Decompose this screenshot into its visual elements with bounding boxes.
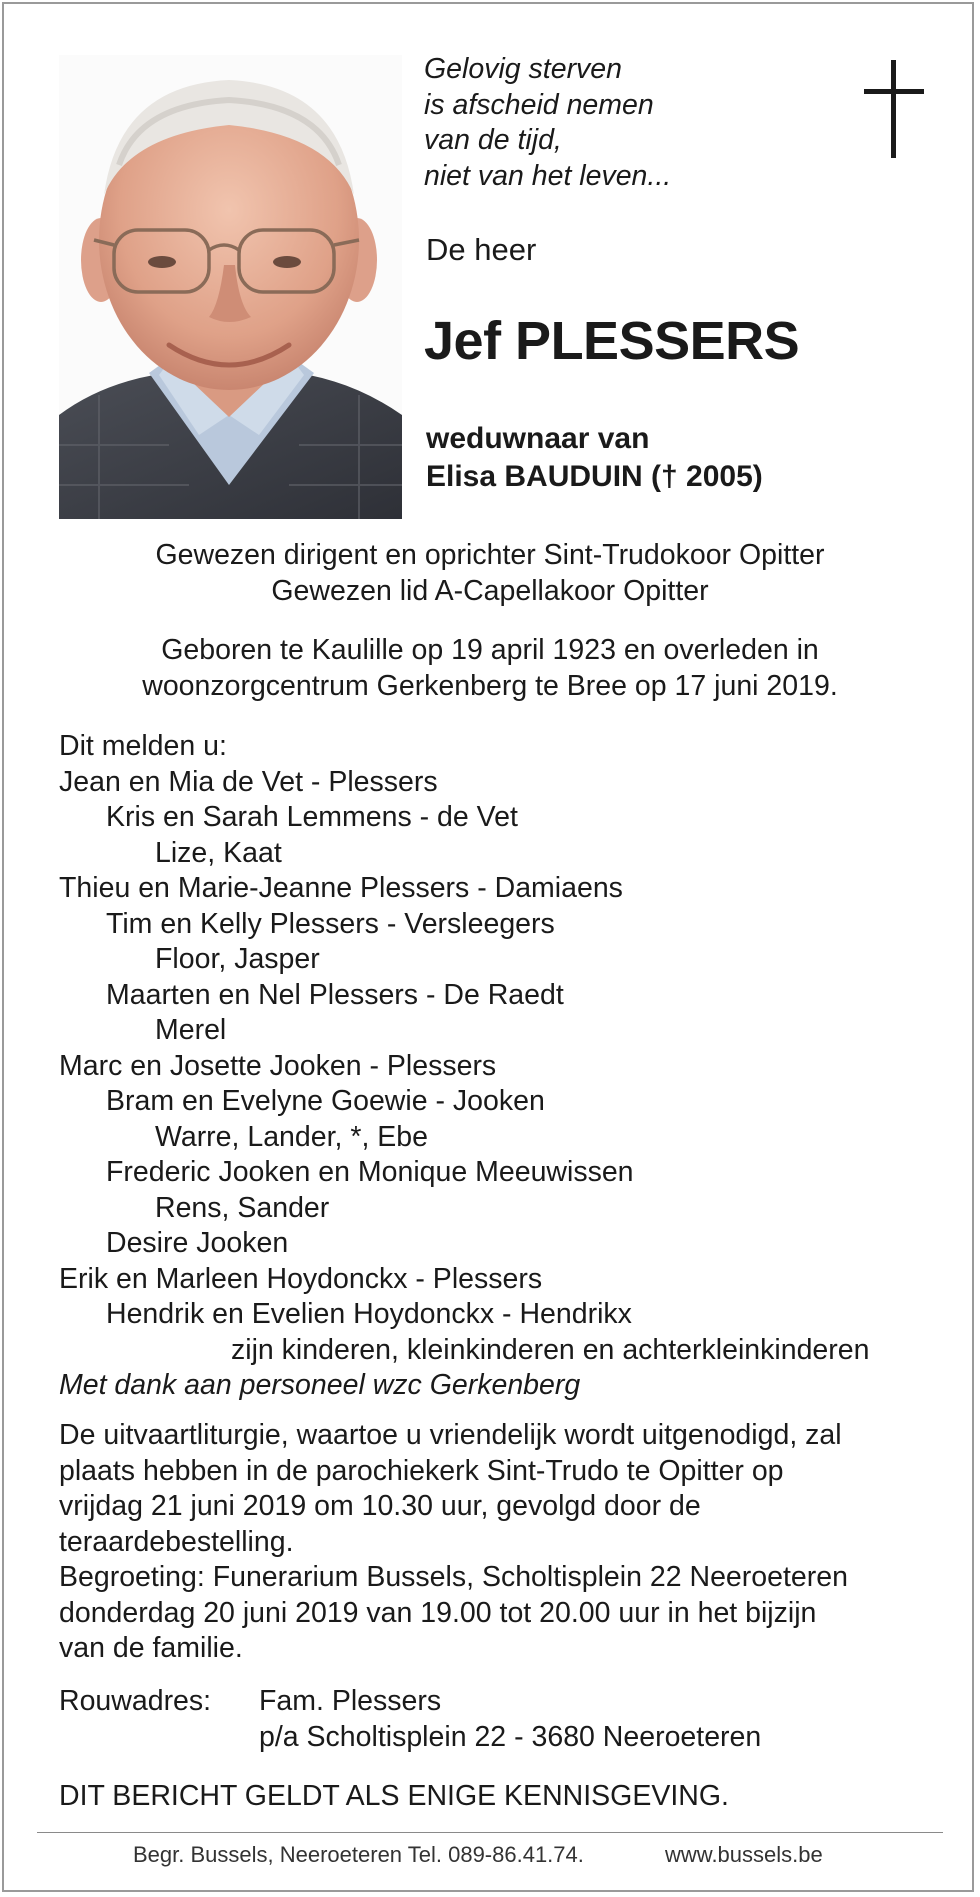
address-line: p/a Scholtisplein 22 - 3680 Neeroeteren	[259, 1720, 762, 1753]
footer-divider	[37, 1832, 943, 1833]
notice-text: DIT BERICHT GELDT ALS ENIGE KENNISGEVING.	[59, 1780, 729, 1812]
birth-line: Geboren te Kaulille op 19 april 1923 en overleden in	[161, 634, 819, 666]
widow-line: Elisa BAUDUIN († 2005)	[426, 460, 763, 493]
family-member-line: Jean en Mia de Vet - Plessers	[59, 765, 438, 798]
role-line: Gewezen dirigent en oprichter Sint-Trudokoor Opitter	[155, 539, 825, 571]
undertaker-info: Begr. Bussels, Neeroeteren Tel. 089-86.41.74.	[133, 1842, 584, 1867]
family-member-line: Bram en Evelyne Goewie - Jooken	[106, 1085, 545, 1117]
funeral-line: vrijdag 21 juni 2019 om 10.30 uur, gevolgd door de	[59, 1490, 701, 1522]
latin-cross-icon	[864, 60, 924, 160]
funeral-line: Begroeting: Funerarium Bussels, Scholtisplein 22 Neeroeteren	[59, 1561, 848, 1593]
family-intro: Dit melden u:	[59, 730, 227, 762]
mourning-address-label: Rouwadres:	[59, 1685, 212, 1717]
title-prefix: De heer	[426, 232, 537, 267]
family-member-line: Lize, Kaat	[155, 836, 282, 869]
family-member-line: Maarten en Nel Plessers - De Raedt	[106, 978, 564, 1011]
birth-line: woonzorgcentrum Gerkenberg te Bree op 17 juni 2019.	[142, 669, 838, 702]
funeral-line: donderdag 20 juni 2019 van 19.00 tot 20.00 uur in het bijzijn	[59, 1596, 817, 1629]
family-member-line: Marc en Josette Jooken - Plessers	[59, 1049, 497, 1082]
family-member-line: Kris en Sarah Lemmens - de Vet	[106, 801, 518, 833]
quote-line: Gelovig sterven	[424, 53, 623, 85]
funeral-line: plaats hebben in de parochiekerk Sint-Trudo te Opitter op	[59, 1454, 784, 1487]
portrait-photo	[59, 55, 402, 519]
family-member-line: Floor, Jasper	[155, 943, 320, 975]
address-line: Fam. Plessers	[259, 1685, 442, 1717]
birth-death-info	[0, 633, 980, 704]
family-member-line: Desire Jooken	[106, 1227, 289, 1259]
funeral-line: De uitvaartliturgie, waartoe u vriendelijk wordt uitgenodigd, zal	[59, 1419, 842, 1451]
quote-line: is afscheid nemen	[424, 88, 654, 121]
role-line: Gewezen lid A-Capellakoor Opitter	[271, 574, 709, 607]
family-member-line: Thieu en Marie-Jeanne Plessers - Damiaens	[59, 872, 623, 904]
family-member-line: Merel	[155, 1014, 227, 1046]
relation-line: zijn kinderen, kleinkinderen en achterkleinkinderen	[231, 1333, 870, 1366]
family-member-line: Frederic Jooken en Monique Meeuwissen	[106, 1156, 634, 1188]
family-member-line: Rens, Sander	[155, 1191, 330, 1224]
quote-line: niet van het leven...	[424, 159, 672, 192]
family-member-line: Warre, Lander, *, Ebe	[155, 1120, 429, 1153]
family-member-line: Tim en Kelly Plessers - Versleegers	[106, 907, 555, 940]
funeral-line: teraardebestelling.	[59, 1525, 294, 1558]
thanks-line: Met dank aan personeel wzc Gerkenberg	[59, 1369, 581, 1401]
widow-note	[426, 420, 763, 496]
mourning-address	[259, 1684, 761, 1755]
roles	[0, 538, 980, 609]
widow-line: weduwnaar van	[426, 422, 650, 455]
website-link[interactable]: www.bussels.be	[665, 1842, 823, 1867]
quote-verse	[424, 52, 671, 194]
deceased-name: Jef PLESSERS	[424, 311, 800, 371]
quote-line: van de tijd,	[424, 124, 562, 156]
family-list	[59, 729, 869, 1404]
family-member-line: Hendrik en Evelien Hoydonckx - Hendrikx	[106, 1298, 632, 1330]
funeral-line: van de familie.	[59, 1632, 243, 1664]
funeral-details	[59, 1418, 939, 1667]
family-member-line: Erik en Marleen Hoydonckx - Plessers	[59, 1262, 543, 1295]
